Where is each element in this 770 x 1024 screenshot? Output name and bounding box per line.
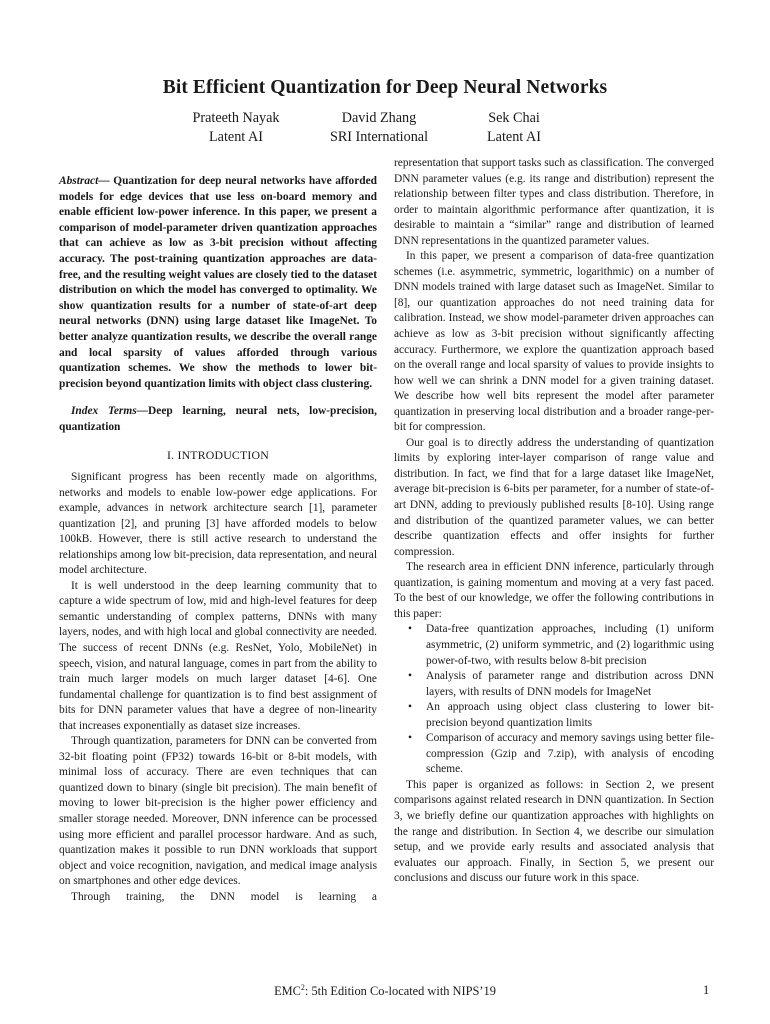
list-item xyxy=(408,669,714,700)
paragraph: It is well understood in the deep learning community that to capture a wide spectrum of low, mid and high-level features for deep semantic understanding of complex patterns, DNNs with many layers, nodes, and with high local and global connectivity are needed. The success of recent DNNs (e.g. ResNet, Yolo, MobileNet) in speech, vision, and natural language, comes in part from the ability to train much larger models on much larger dataset [4-6]. One fundamental challenge for quantization is to find best assignment of bits for DNN parameter values that have a degree of non-linearity that increases exponentially as dataset size increases. xyxy=(59,579,377,732)
right-column xyxy=(394,156,714,887)
paragraph: In this paper, we present a comparison of data-free quantization schemes (i.e. asymmetric, symmetric, logarithmic) on a number of DNN models trained with large dataset such as ImageNet. Similar to [8], our quantization approaches do not need training data for calibration. Instead, we show model-parameter driven approaches can achieve as low as 3-bit precision without significantly affecting accuracy. Furthermore, we explore the quantization approach based on the overall range and local sparsity of values to provide insights to how well we can shrink a DNN model for a given training dataset. We describe how well bits represent the model after parameter quantization in preserving local distribution and a broader range-per-bit for compression. xyxy=(394,250,714,434)
left-column xyxy=(59,174,377,905)
bullet-icon: • xyxy=(408,732,412,745)
list-item xyxy=(408,731,714,778)
bullet-icon: • xyxy=(408,670,412,683)
abstract xyxy=(59,174,377,392)
list-item-text: Data-free quantization approaches, including (1) uniform asymmetric, (2) uniform symmetric, and (2) logarithmic using power-of-two, with results below 8-bit precision xyxy=(426,623,714,667)
footer-venue xyxy=(0,983,770,999)
author-block xyxy=(456,109,572,147)
page-number: 1 xyxy=(703,983,710,997)
author-affiliation: Latent AI xyxy=(487,129,541,145)
index-terms-label: Index Terms xyxy=(71,405,137,418)
bullet-icon: • xyxy=(408,701,412,714)
index-terms xyxy=(59,404,377,435)
contributions-list xyxy=(394,622,714,777)
list-item-text: An approach using object class clustering to lower bit-precision beyond quantization limits xyxy=(426,701,714,729)
bullet-icon: • xyxy=(408,623,412,636)
list-item xyxy=(408,622,714,669)
author-name: Sek Chai xyxy=(488,110,540,126)
list-item-text: Analysis of parameter range and distribution across DNN layers, with results of DNN models for ImageNet xyxy=(426,670,714,698)
paper-title: Bit Efficient Quantization for Deep Neural Networks xyxy=(162,77,608,98)
author-name: Prateeth Nayak xyxy=(192,110,280,126)
author-block xyxy=(176,109,296,147)
abstract-text: Quantization for deep neural networks have afforded models for edge devices that use less on-board memory and enable efficient low-power inference. In this paper, we present a comparison of model-parameter driven quantization approaches that can achieve as low as 3-bit precision without affecting accuracy. The post-training quantization approaches are data-free, and the resulting weight values are closely tied to the dataset distribution on which the model has converged to optimality. We show quantization results for a number of state-of-art deep neural networks (DNN) using large dataset like ImageNet. To better analyze quantization results, we describe the overall range and local sparsity of values afforded through various quantization schemes. We show the methods to lower bit-precision beyond quantization limits with object class clustering. xyxy=(59,175,377,390)
paragraph: Through training, the DNN model is learning a xyxy=(71,890,377,903)
footer-suffix: : 5th Edition Co-located with NIPS’19 xyxy=(304,984,496,999)
section-heading: I. INTRODUCTION xyxy=(167,448,269,463)
list-item-text: Comparison of accuracy and memory savings using better file-compression (Gzip and 7.zip), with analysis of encoding scheme. xyxy=(426,732,714,776)
author-affiliation: SRI International xyxy=(329,129,429,145)
footer-superscript: 2 xyxy=(300,983,305,992)
paragraph: representation that support tasks such as classification. The converged DNN parameter values (e.g. its range and distribution) represent the relationship between filter types and class distribution. Therefore, in order to maintain algorithmic performance after quantization, it is desirable to maintain a “similar” range and distribution of learned DNN representations in the quantized parameter values. xyxy=(394,157,714,247)
author-name: David Zhang xyxy=(341,110,417,126)
abstract-label: Abstract— xyxy=(59,175,110,187)
author-block xyxy=(318,109,440,147)
index-terms-text: —Deep learning, neural nets, low-precision, quantization xyxy=(59,405,377,433)
paragraph: Significant progress has been recently made on algorithms, networks and models to enable low-power edge applications. For example, advances in network architecture search [1], parameter quantization [2], and pruning [3] have afforded models to below 100kB. However, there is still active research to understand the relationships among low bit-precision, data representation, and neural model architecture. xyxy=(59,470,377,577)
paragraph: This paper is organized as follows: in Section 2, we present comparisons against related research in DNN quantization. In Section 3, we briefly define our quantization approaches with highlights on the range and distribution. In Section 4, we describe our simulation setup, and we provide early results and associated analysis that evaluates our approach. Finally, in Section 5, we present our conclusions and discuss our future work in this space. xyxy=(394,778,714,885)
paragraph: The research area in efficient DNN inference, particularly through quantization, is gaining momentum and moving at a very fast paced. To the best of our knowledge, we offer the following contributions in this paper: xyxy=(394,561,714,620)
paragraph: Through quantization, parameters for DNN can be converted from 32-bit floating point (FP32) towards 16-bit or 8-bit models, with minimal loss of accuracy. There are even techniques that can quantized down to binary (single bit precision). The main benefit of moving to lower bit-precision is the higher power efficiency and smaller storage needed. Moreover, DNN inference can be processed using more efficient and parallel processor hardware. And as such, quantization makes it possible to run DNN workloads that support object and voice recognition, navigation, and medical image analysis on smartphones and other edge devices. xyxy=(59,735,377,888)
list-item xyxy=(408,700,714,731)
author-affiliation: Latent AI xyxy=(209,129,263,145)
footer-prefix: EMC xyxy=(274,984,301,999)
paragraph: Our goal is to directly address the understanding of quantization limits by exploring inter-layer comparison of range value and distribution. In fact, we find that for a large dataset like ImageNet, average bit-precision is 6-bits per parameter, for a number of state-of-art DNN, adding to previously published results [8-10]. Using range and distribution of the quantized parameter values, we can better describe quantization effects and offer insights for further compression. xyxy=(394,436,714,558)
